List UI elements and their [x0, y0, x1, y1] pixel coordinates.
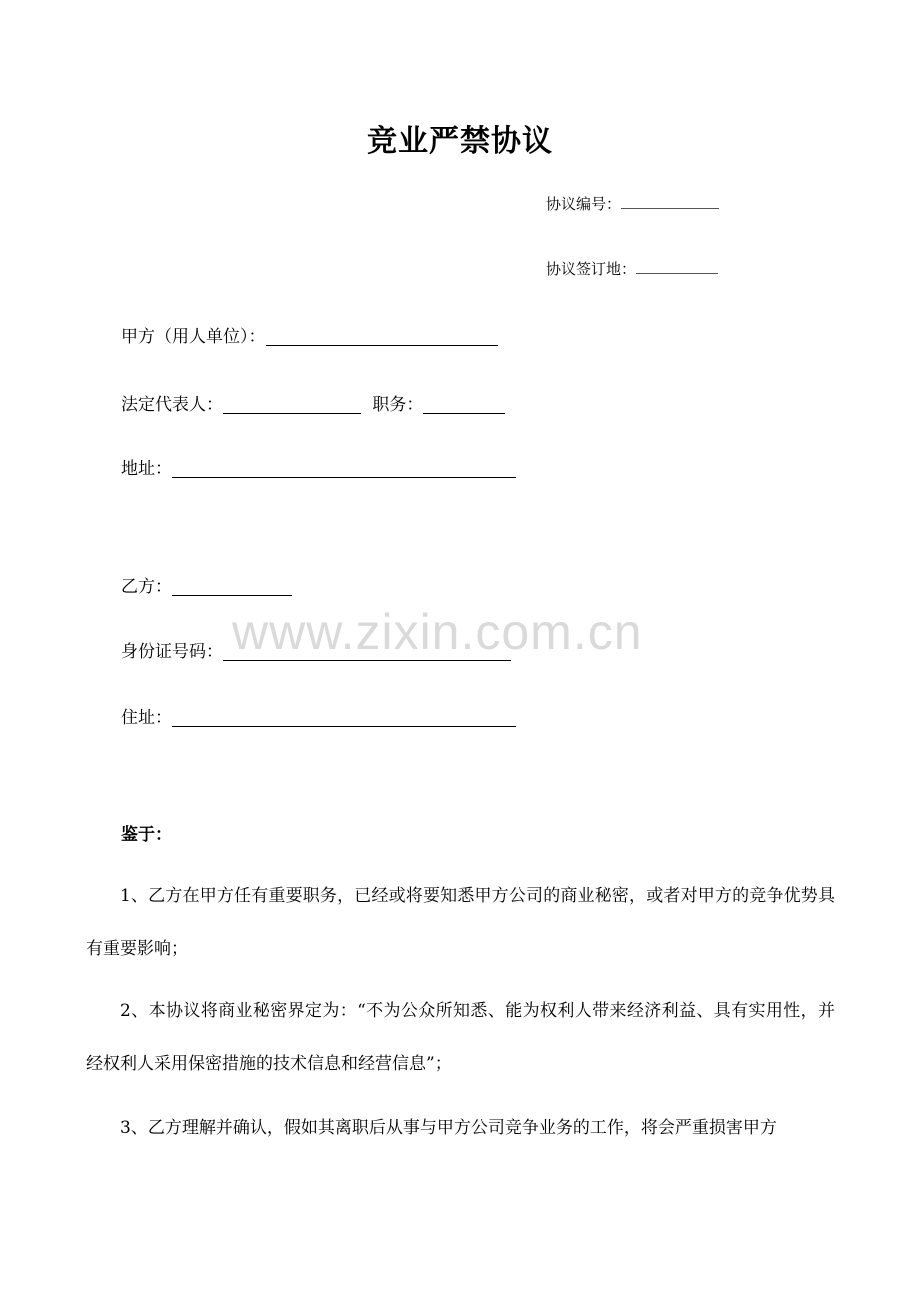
party-a-address-label: 地址：	[121, 459, 172, 479]
whereas-heading: 鉴于：	[121, 825, 172, 845]
party-a-address-line	[121, 454, 516, 479]
legal-rep-blank[interactable]	[223, 395, 361, 414]
signing-place-line	[546, 258, 718, 279]
party-b-name-label: 乙方：	[121, 577, 172, 597]
document-title: 竞业严禁协议	[367, 124, 553, 159]
party-a-name-blank[interactable]	[266, 327, 498, 346]
party-a-name-label: 甲方（用人单位）：	[121, 327, 266, 347]
party-b-address-label: 住址：	[121, 708, 172, 728]
agreement-number-blank[interactable]	[621, 194, 719, 209]
party-a-address-blank[interactable]	[172, 459, 516, 478]
whereas-clause-3: 3、乙方理解并确认，假如其离职后从事与甲方公司竞争业务的工作，将会严重损害甲方	[120, 1118, 777, 1138]
id-number-label: 身份证号码：	[121, 642, 223, 662]
party-b-address-blank[interactable]	[172, 708, 516, 727]
signing-place-label: 协议签订地：	[546, 260, 637, 278]
agreement-number-line	[546, 193, 719, 214]
whereas-clause-1: 1、乙方在甲方任有重要职务，已经或将要知悉甲方公司的商业秘密，或者对甲方的竞争优势具有重要影响；	[86, 886, 835, 959]
party-b-address-line	[121, 703, 516, 728]
position-label: 职务：	[372, 395, 424, 415]
watermark-text: www.zixin.com.cn	[232, 604, 643, 660]
signing-place-blank[interactable]	[636, 259, 718, 274]
whereas-clause-2: 2、本协议将商业秘密界定为：“不为公众所知悉、能为权利人带来经济利益、具有实用性，并经权利人采用保密措施的技术信息和经营信息”；	[86, 1001, 835, 1074]
position-blank[interactable]	[423, 395, 505, 414]
party-b-name-line	[121, 572, 292, 597]
legal-rep-label: 法定代表人：	[121, 395, 223, 415]
party-a-name-line	[121, 322, 498, 347]
legal-rep-line	[121, 390, 505, 415]
party-b-name-blank[interactable]	[172, 577, 292, 596]
agreement-number-label: 协议编号：	[546, 195, 622, 213]
